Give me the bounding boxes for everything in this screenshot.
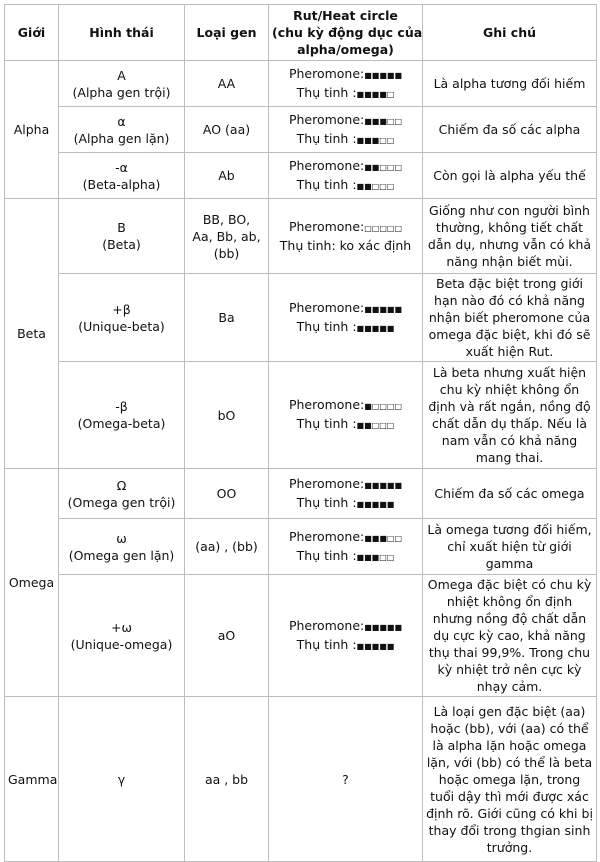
hinh-thai-cell	[59, 575, 185, 697]
note-line: hoặc (bb), với (aa) có thể	[430, 720, 589, 736]
pheromone-level: ■■■■■	[364, 304, 403, 314]
header-rut-line: alpha/omega)	[297, 42, 394, 57]
group-alpha: Alpha	[5, 61, 59, 199]
loai-gen-cell	[185, 199, 269, 274]
symbol-desc: (Alpha gen trội)	[72, 84, 171, 100]
hinh-thai-cell	[59, 519, 185, 575]
thu-tinh-level: ■■■□□	[356, 552, 395, 562]
symbol: B	[117, 220, 126, 235]
note-line: nhưng nồng độ chất dẫn	[432, 611, 587, 626]
hinh-thai-cell	[59, 153, 185, 199]
pheromone-level: ■□□□□	[364, 402, 403, 411]
note-line: trưởng.	[486, 839, 533, 855]
thu-tinh-label: Thụ tinh :	[296, 130, 357, 146]
gen-value: Ab	[218, 168, 235, 183]
thu-tinh-label: Thụ tinh :	[296, 416, 357, 431]
rut-cell	[269, 199, 423, 274]
gen-value: (aa) , (bb)	[195, 539, 258, 554]
symbol-desc: (Omega gen trội)	[67, 494, 176, 510]
ghi-chu-cell	[423, 107, 597, 153]
loai-gen-cell	[185, 575, 269, 697]
ghi-chu-cell	[423, 153, 597, 199]
note-line: Chiếm đa số các alpha	[438, 122, 581, 137]
symbol-desc: (Omega-beta)	[77, 416, 166, 431]
loai-gen-cell	[185, 469, 269, 519]
ghi-chu-cell	[423, 697, 597, 862]
ghi-chu-cell	[423, 519, 597, 575]
hinh-thai-cell	[59, 107, 185, 153]
header-rut-line: (chu kỳ động dục của	[272, 25, 423, 40]
note-line: tuổi dậy thì mới được xác	[430, 788, 589, 804]
thu-tinh-level: ■■■■■	[356, 323, 395, 333]
table-row	[5, 274, 597, 362]
note-line: dụ cực kỳ cao, khả năng	[433, 628, 586, 643]
pheromone-level: ■■■■■	[364, 622, 403, 632]
gen-value: bO	[217, 407, 236, 423]
gen-value: aO	[217, 628, 236, 643]
note-line: hạn nào đó có khả năng	[434, 293, 585, 308]
note-line: năng nhận biết mùi.	[446, 254, 573, 269]
gen-value: aa , bb	[204, 771, 249, 787]
loai-gen-cell	[185, 153, 269, 199]
thu-tinh-line	[272, 318, 419, 337]
note-line: định và rất ngắn, nồng độ	[428, 399, 591, 414]
header-hinh-thai: Hình thái	[59, 5, 185, 61]
note-line: thường, không tiết chất	[435, 220, 584, 235]
thu-tinh-level: ■■■■■	[356, 641, 395, 651]
note-line: thay đổi trong thgian sinh	[428, 822, 591, 838]
header-ghi-chu: Ghi chú	[423, 5, 597, 61]
hinh-thai-cell	[59, 61, 185, 107]
pheromone-line	[272, 475, 419, 494]
thu-tinh-label: Thụ tinh :	[296, 494, 357, 510]
thu-tinh-line	[272, 237, 419, 254]
note-line: Là beta nhưng xuất hiện	[432, 365, 587, 380]
symbol: -α	[115, 159, 128, 175]
table-row	[5, 153, 597, 199]
hinh-thai-cell	[59, 697, 185, 862]
gen-value: BB, BO,	[202, 211, 251, 227]
rut-cell	[269, 362, 423, 469]
note-line: gamma	[485, 556, 534, 571]
pheromone-label: Pheromone:	[288, 219, 365, 234]
gender-type-table	[4, 4, 597, 862]
gen-value: AA	[217, 76, 236, 91]
note-line: Beta đặc biệt trong giới	[436, 276, 583, 291]
header-rut-heat-circle	[269, 5, 423, 61]
table-row	[5, 697, 597, 862]
table-row	[5, 362, 597, 469]
header-loai-gen: Loại gen	[185, 5, 269, 61]
pheromone-label: Pheromone:	[288, 65, 365, 81]
thu-tinh-label: Thụ tinh :	[296, 318, 357, 334]
table-row	[5, 469, 597, 519]
symbol-desc: (Unique-omega)	[70, 636, 173, 652]
note-line: nhận biết pheromone của	[428, 310, 591, 325]
note-line: hoặc omega lặn, trong	[438, 771, 581, 787]
gen-value: OO	[216, 486, 237, 501]
pheromone-label: Pheromone:	[288, 528, 365, 544]
hinh-thai-cell	[59, 469, 185, 519]
pheromone-line	[272, 111, 419, 130]
header-rut-line: Rut/Heat circle	[293, 8, 398, 23]
symbol-desc: (Beta-alpha)	[82, 176, 161, 192]
hinh-thai-cell	[59, 362, 185, 469]
group-omega: Omega	[5, 469, 59, 697]
symbol: α	[117, 113, 126, 129]
note-line: xuất hiện Rut.	[465, 344, 554, 359]
symbol-desc: (Omega gen lặn)	[68, 547, 175, 563]
note-line: nhiệt không ổn định	[446, 594, 573, 609]
note-line: Là omega tương đối hiếm,	[427, 522, 592, 537]
symbol-desc: (Beta)	[102, 237, 141, 252]
note-line: Omega đặc biệt có chu kỳ	[427, 577, 592, 592]
thu-tinh-line	[272, 494, 419, 513]
pheromone-line	[272, 617, 419, 636]
loai-gen-cell	[185, 362, 269, 469]
pheromone-level: ■■■■■	[364, 480, 403, 490]
header-gioi: Giới	[5, 5, 59, 61]
thu-tinh-label: Thụ tinh :	[296, 176, 357, 192]
note-line: là alpha lặn hoặc omega	[432, 737, 587, 753]
note-line: thụ thai 99,9%. Trong chu	[428, 645, 591, 660]
group-gamma: Gamma	[5, 697, 59, 862]
thu-tinh-line	[272, 130, 419, 149]
note-line: kỳ nhiệt trở nên cực kỳ	[437, 662, 582, 677]
table-row	[5, 107, 597, 153]
note-line: Chiếm đa số các omega	[434, 486, 585, 501]
ghi-chu-cell	[423, 199, 597, 274]
pheromone-line	[272, 218, 419, 237]
thu-tinh-label: Thụ tinh :	[296, 84, 357, 100]
pheromone-line	[272, 396, 419, 415]
rut-cell	[269, 519, 423, 575]
pheromone-line	[272, 528, 419, 547]
note-line: Là alpha tương đối hiếm	[433, 76, 586, 91]
ghi-chu-cell	[423, 469, 597, 519]
rut-unknown: ?	[342, 771, 349, 787]
note-line: omega đặc biệt, khi đó sẽ	[428, 327, 591, 342]
note-line: nhạy cảm.	[476, 679, 543, 694]
gen-value: Aa, Bb, ab,	[192, 228, 261, 244]
rut-cell	[269, 274, 423, 362]
pheromone-level: ■■■■■	[364, 70, 403, 80]
symbol: -β	[115, 399, 128, 414]
thu-tinh-label: Thụ tinh: ko xác định	[279, 238, 412, 253]
table-row	[5, 519, 597, 575]
pheromone-line	[272, 299, 419, 318]
symbol: Ω	[116, 477, 127, 493]
rut-cell	[269, 697, 423, 862]
symbol: +β	[112, 301, 131, 317]
pheromone-line	[272, 157, 419, 176]
thu-tinh-line	[272, 84, 419, 103]
thu-tinh-level: ■■■□□	[356, 135, 395, 145]
thu-tinh-line	[272, 547, 419, 566]
pheromone-label: Pheromone:	[288, 157, 365, 173]
pheromone-label: Pheromone:	[288, 397, 365, 412]
symbol: +ω	[111, 619, 132, 635]
hinh-thai-cell	[59, 274, 185, 362]
note-line: nam vẫn có khả năng	[441, 433, 578, 448]
ghi-chu-cell	[423, 274, 597, 362]
pheromone-label: Pheromone:	[288, 299, 365, 315]
thu-tinh-level: ■■□□□	[356, 421, 395, 430]
note-line: chu kỳ nhiệt không ổn	[439, 382, 580, 397]
table-row	[5, 61, 597, 107]
pheromone-level: ■■□□□	[364, 162, 403, 172]
hinh-thai-cell	[59, 199, 185, 274]
symbol: γ	[117, 771, 126, 787]
thu-tinh-line	[272, 415, 419, 434]
ghi-chu-cell	[423, 362, 597, 469]
note-line: định rõ. Giới cũng có khi bị	[426, 805, 593, 821]
table-row	[5, 575, 597, 697]
thu-tinh-label: Thụ tinh :	[296, 547, 357, 563]
pheromone-label: Pheromone:	[288, 111, 365, 127]
note-line: Là loại gen đặc biệt (aa)	[433, 703, 586, 719]
thu-tinh-level: ■■■■□	[356, 89, 395, 99]
group-beta: Beta	[5, 199, 59, 469]
pheromone-line	[272, 65, 419, 84]
ghi-chu-cell	[423, 61, 597, 107]
table-row	[5, 199, 597, 274]
loai-gen-cell	[185, 519, 269, 575]
ghi-chu-cell	[423, 575, 597, 697]
symbol: A	[117, 67, 126, 83]
rut-cell	[269, 107, 423, 153]
note-line: lặn, với (bb) có thể là beta	[426, 754, 593, 770]
note-line: mang thai.	[475, 450, 544, 465]
rut-cell	[269, 469, 423, 519]
header-row	[5, 5, 597, 61]
gen-value: AO (aa)	[202, 122, 251, 137]
pheromone-label: Pheromone:	[288, 617, 365, 633]
rut-cell	[269, 575, 423, 697]
loai-gen-cell	[185, 274, 269, 362]
symbol-desc: (Unique-beta)	[78, 318, 165, 334]
symbol-desc: (Alpha gen lặn)	[73, 130, 170, 146]
pheromone-level: □□□□□	[364, 224, 403, 233]
note-line: chất dẫn dụ thấp. Nếu là	[431, 416, 588, 431]
thu-tinh-label: Thụ tinh :	[296, 636, 357, 652]
thu-tinh-level: ■■■■■	[356, 499, 395, 509]
loai-gen-cell	[185, 107, 269, 153]
thu-tinh-level: ■■□□□	[356, 181, 395, 191]
gen-value: (bb)	[213, 245, 240, 261]
gen-value: Ba	[218, 310, 235, 325]
rut-cell	[269, 61, 423, 107]
pheromone-level: ■■■□□	[364, 116, 403, 126]
rut-cell	[269, 153, 423, 199]
pheromone-label: Pheromone:	[288, 475, 365, 491]
note-line: dẫn dụ, nhưng vẫn có khả	[427, 237, 592, 252]
note-line: Giống như con người bình	[429, 203, 590, 218]
symbol: ω	[116, 530, 127, 546]
thu-tinh-line	[272, 176, 419, 195]
note-line: chỉ xuất hiện từ giới	[447, 539, 572, 554]
loai-gen-cell	[185, 61, 269, 107]
pheromone-level: ■■■□□	[364, 533, 403, 543]
note-line: Còn gọi là alpha yếu thế	[433, 168, 586, 183]
thu-tinh-line	[272, 636, 419, 655]
loai-gen-cell	[185, 697, 269, 862]
